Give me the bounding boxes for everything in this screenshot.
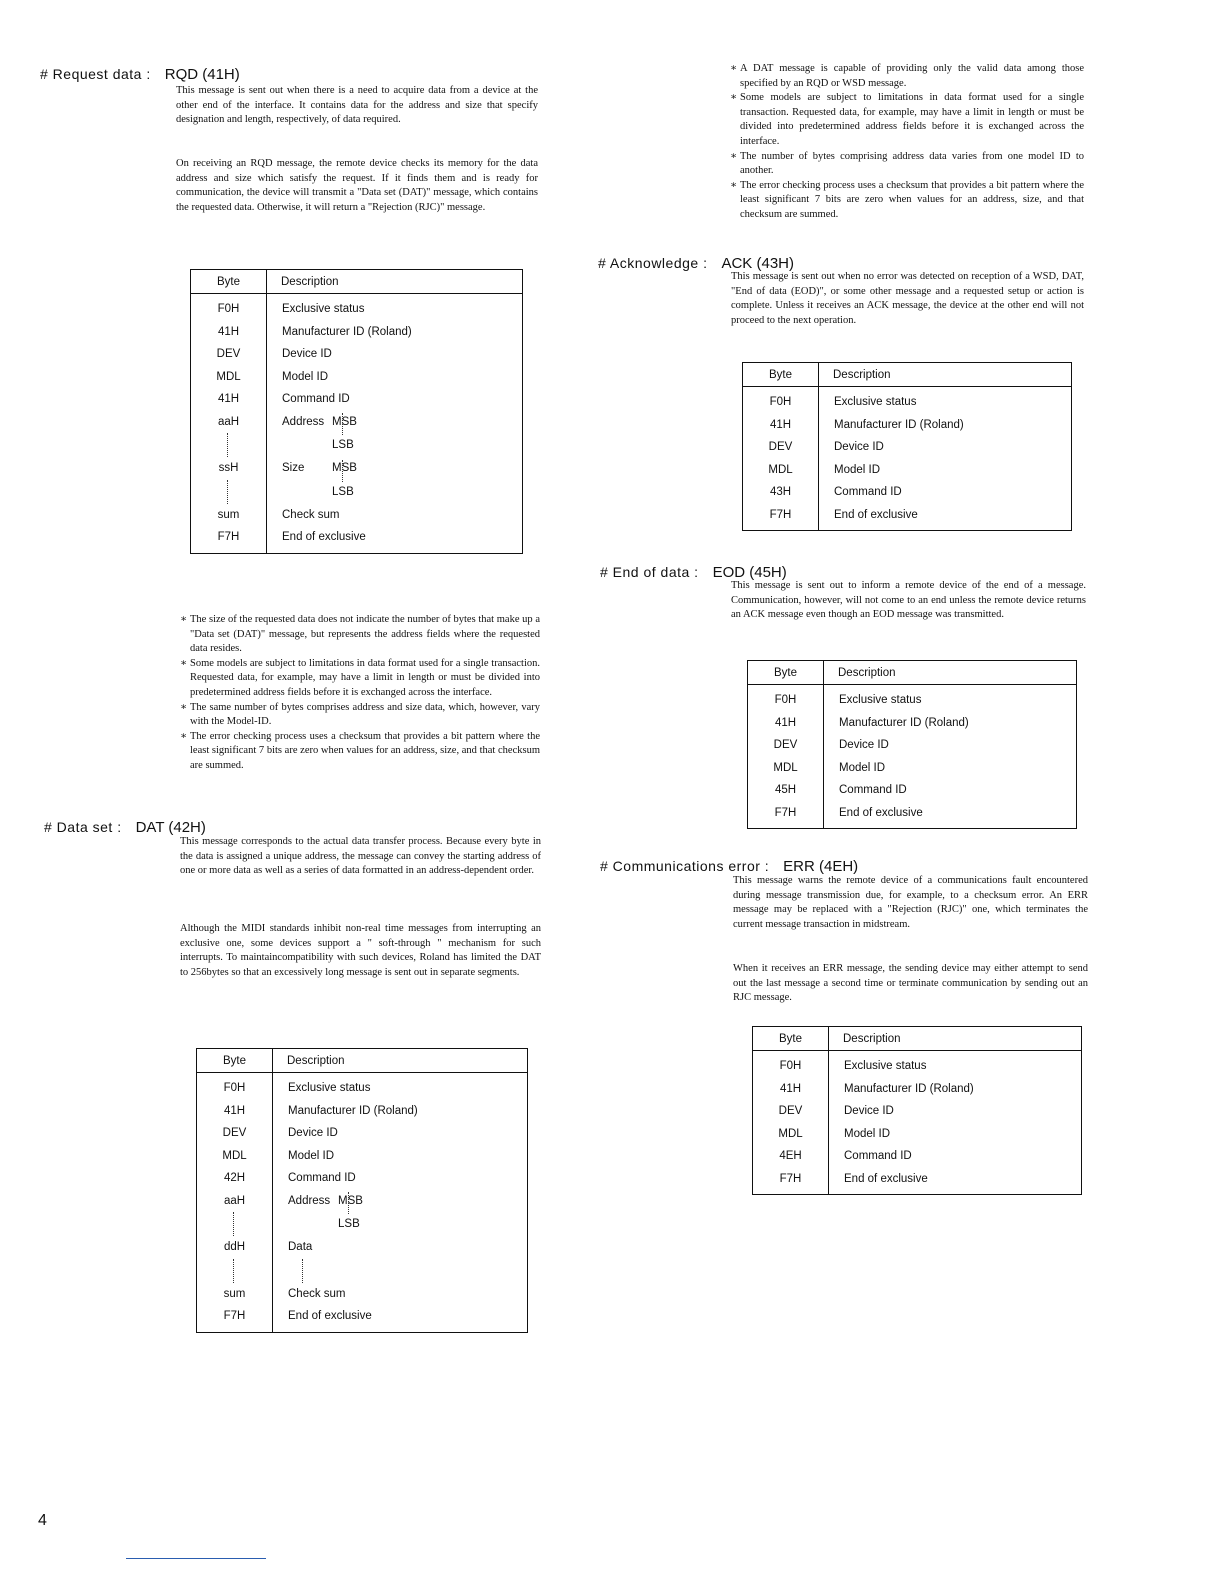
desc-cell: Model ID [834,463,881,476]
rqd-paragraph-2: On receiving an RQD message, the remote device checks its memory for the data address and size which satisfy the request. If it finds them and is ready for communication, the device will transmit a "Data set (DAT)" message, which contains the requested data. Otherwise, it will return a "Rejection (RJC)" message. [176,158,538,213]
rqd-code: RQD (41H) [164,66,240,83]
eod-table [747,660,1077,829]
byte-cell: 43H [743,481,819,504]
desc-cell: End of exclusive [839,806,923,819]
desc-cell: Exclusive status [834,396,917,409]
table-row [191,321,523,344]
byte-cell: 41H [191,321,267,344]
byte-cell: DEV [191,343,267,366]
table-row [197,1145,528,1168]
desc-cell [267,433,523,457]
byte-cell: MDL [197,1145,273,1168]
desc-cell [273,1212,528,1236]
table-row [191,433,523,457]
field-name: Address [282,415,325,428]
table-row [191,457,523,480]
byte-cell: DEV [753,1100,829,1123]
table-row [743,436,1072,459]
desc-cell: Device ID [839,739,889,752]
table-row [197,1259,528,1283]
byte-cell: 42H [197,1167,273,1190]
table-row [753,1051,1082,1078]
note-item: ∗ The error checking process uses a checksum that provides a bit pattern where the least significant 7 bits are zero when values for an address, size, and that checksum are summed. [730,179,1084,223]
table-row [743,504,1072,531]
byte-cell: 41H [197,1100,273,1123]
byte-cell: DEV [748,734,824,757]
table-row [191,294,523,321]
ack-label: # Acknowledge : [598,255,708,271]
col-header-byte: Byte [191,270,267,294]
desc-cell: Command ID [282,393,350,406]
desc-cell: Check sum [282,508,340,521]
err-paragraph-1: This message warns the remote device of a communications fault encountered during message transmission due, for example, to a checksum error. An ERR message may be replaced with a "Rejection (RJC)" one, which terminates the current message transaction in midstream. [733,875,1088,930]
byte-cell: 45H [748,779,824,802]
desc-cell: Exclusive status [282,303,365,316]
col-header-byte: Byte [743,363,819,387]
rqd-heading [40,66,240,83]
byte-cell: DEV [197,1122,273,1145]
byte-cell: F7H [197,1305,273,1332]
msb-marker: MSB [338,1194,363,1207]
table-header-row [197,1049,528,1073]
byte-cell: F7H [753,1168,829,1195]
dat-label: # Data set : [44,819,122,835]
continuation-dots [197,1259,273,1283]
table-row [197,1190,528,1213]
desc-cell [267,411,523,434]
dat-heading [44,819,206,836]
table-row [197,1236,528,1259]
byte-cell: sum [191,504,267,527]
note-item: ∗ Some models are subject to limitations in data format used for a single transaction. Requested data, for example, may have a limit in length or must be divided into predetermined address fields before it is exchanged across the interface. [180,657,540,701]
desc-cell: Manufacturer ID (Roland) [834,418,964,431]
table-row [197,1100,528,1123]
dat-paragraph-1: This message corresponds to the actual data transfer process. Because every byte in the data is assigned a unique address, the message can convey the starting address of one or more data as well as a series of data formatted in an address-dependent order. [180,836,541,877]
table-row [197,1122,528,1145]
rqd-paragraph-1: This message is sent out when there is a need to acquire data from a device at the other end of the interface. It contains data for the address and size that specify designation and length, respectively, of data required. [176,85,538,126]
rqd-label: # Request data : [40,66,151,82]
dat-code: DAT (42H) [135,819,206,836]
continuation-dots [273,1259,528,1283]
byte-cell: 41H [748,712,824,735]
err-paragraph-2: When it receives an ERR message, the sending device may either attempt to send out the last message a second time or terminate communication by sending out an RJC message. [733,963,1088,1004]
byte-cell: aaH [197,1190,273,1213]
table-row [753,1168,1082,1195]
byte-cell: 41H [743,414,819,437]
table-row [748,757,1077,780]
table-row [191,504,523,527]
lsb-marker: LSB [338,1218,360,1230]
col-header-description: Description [267,270,523,294]
col-header-description: Description [824,661,1077,685]
continuation-dots [191,433,267,457]
field-name: Address [288,1194,331,1207]
table-row [191,366,523,389]
byte-cell: MDL [748,757,824,780]
err-heading [600,858,858,875]
desc-cell: Exclusive status [839,694,922,707]
table-row [743,459,1072,482]
rqd-table [190,269,523,554]
byte-cell: sum [197,1283,273,1306]
desc-cell: Manufacturer ID (Roland) [844,1082,974,1095]
desc-cell: Data [288,1241,313,1254]
col-header-description: Description [273,1049,528,1073]
table-row [748,734,1077,757]
byte-cell: 41H [191,388,267,411]
dat-table [196,1048,528,1333]
byte-cell: F0H [743,387,819,414]
table-row [191,411,523,434]
page-number: 4 [38,1512,47,1529]
note-item: ∗ The size of the requested data does not indicate the number of bytes that make up a "Data set (DAT)" message, but represents the address fields where the requested data resides. [180,613,540,657]
msb-marker: MSB [332,462,357,475]
table-header-row [753,1027,1082,1051]
desc-cell: Model ID [844,1127,891,1140]
byte-cell: F0H [753,1051,829,1078]
col-header-byte: Byte [753,1027,829,1051]
continuation-dots [191,480,267,504]
table-row [753,1145,1082,1168]
desc-cell: Device ID [844,1105,894,1118]
desc-cell: Manufacturer ID (Roland) [282,325,412,338]
desc-cell: End of exclusive [834,508,918,521]
byte-cell: DEV [743,436,819,459]
desc-cell [267,457,523,480]
ack-paragraph-1: This message is sent out when no error was detected on reception of a WSD, DAT, "End of data (EOD)", or some other message and a requested setup or action is complete. Unless it receives an ACK message, the device at the other end will not proceed to the next operation. [731,271,1084,326]
dat-notes [730,62,1084,223]
desc-cell: Check sum [288,1287,346,1300]
desc-cell: Exclusive status [844,1060,927,1073]
col-header-description: Description [829,1027,1082,1051]
byte-cell: F7H [191,526,267,553]
byte-cell: 41H [753,1078,829,1101]
desc-cell: Manufacturer ID (Roland) [839,716,969,729]
note-item: ∗ The same number of bytes comprises address and size data, which, however, vary with the Model-ID. [180,701,540,730]
table-row [743,387,1072,414]
desc-cell: Command ID [844,1150,912,1163]
table-row [191,388,523,411]
desc-cell: Command ID [288,1172,356,1185]
footer-rule [126,1558,266,1559]
byte-cell: F7H [743,504,819,531]
byte-cell: ddH [197,1236,273,1259]
desc-cell: Device ID [282,348,332,361]
eod-paragraph-1: This message is sent out to inform a remote device of the end of a message. Communication, however, will not come to an end unless the remote device returns an ACK message even though an EOD message was transmitted. [731,580,1086,621]
err-table [752,1026,1082,1195]
note-item: ∗ The number of bytes comprising address data varies from one model ID to another. [730,150,1084,179]
byte-cell: MDL [191,366,267,389]
lsb-marker: LSB [332,439,354,451]
byte-cell: F0H [191,294,267,321]
table-row [748,802,1077,829]
desc-cell: End of exclusive [844,1172,928,1185]
field-name: Size [282,462,305,475]
table-row [753,1078,1082,1101]
msb-marker: MSB [332,415,357,428]
table-row [743,481,1072,504]
table-row [748,779,1077,802]
table-row [197,1283,528,1306]
desc-cell: Device ID [288,1127,338,1140]
table-row [191,343,523,366]
desc-cell: Manufacturer ID (Roland) [288,1104,418,1117]
note-item: ∗ A DAT message is capable of providing only the valid data among those specified by an RQD or WSD message. [730,62,1084,91]
desc-cell: Exclusive status [288,1082,371,1095]
table-row [197,1167,528,1190]
byte-cell: F0H [748,685,824,712]
desc-cell: Model ID [839,761,886,774]
note-item: ∗ Some models are subject to limitations in data format used for a single transaction. Requested data, for example, may have a limit in length or must be divided into predetermined address fields before it is exchanged across the interface. [730,91,1084,149]
byte-cell: F7H [748,802,824,829]
desc-cell: Command ID [839,784,907,797]
byte-cell: MDL [743,459,819,482]
desc-cell: Model ID [282,370,329,383]
table-header-row [743,363,1072,387]
note-item: ∗ The error checking process uses a checksum that provides a bit pattern where the least significant 7 bits are zero when values for an address, size, and that checksum are summed. [180,730,540,774]
col-header-byte: Byte [748,661,824,685]
table-row [191,526,523,553]
desc-cell: End of exclusive [288,1310,372,1323]
table-row [748,685,1077,712]
col-header-byte: Byte [197,1049,273,1073]
desc-cell [267,480,523,504]
table-row [197,1073,528,1100]
lsb-marker: LSB [332,485,354,498]
byte-cell: 4EH [753,1145,829,1168]
byte-cell: ssH [191,457,267,480]
dat-paragraph-2: Although the MIDI standards inhibit non-real time messages from interrupting an exclusive one, some devices support a " soft-through " mechanism for such interrupts. To maintaincompatibility with such devices, Roland has limited the DAT to 256bytes so that an excessively long message is sent out in separate segments. [180,923,541,978]
rqd-notes [180,613,540,774]
ack-table [742,362,1072,531]
byte-cell: MDL [753,1123,829,1146]
desc-cell: Command ID [834,486,902,499]
table-row [191,480,523,504]
desc-cell: End of exclusive [282,531,366,544]
table-header-row [191,270,523,294]
desc-cell [273,1190,528,1213]
desc-cell: Model ID [288,1149,335,1162]
table-row [753,1123,1082,1146]
col-header-description: Description [819,363,1072,387]
ack-code: ACK (43H) [721,255,794,272]
eod-code: EOD (45H) [712,564,787,581]
err-code: ERR (4EH) [783,858,859,875]
table-row [753,1100,1082,1123]
err-label: # Communications error : [600,858,770,874]
table-row [197,1305,528,1332]
table-row [748,712,1077,735]
desc-cell: Device ID [834,441,884,454]
byte-cell: F0H [197,1073,273,1100]
table-row [197,1212,528,1236]
table-row [743,414,1072,437]
continuation-dots [197,1212,273,1236]
eod-label: # End of data : [600,564,699,580]
byte-cell: aaH [191,411,267,434]
table-header-row [748,661,1077,685]
